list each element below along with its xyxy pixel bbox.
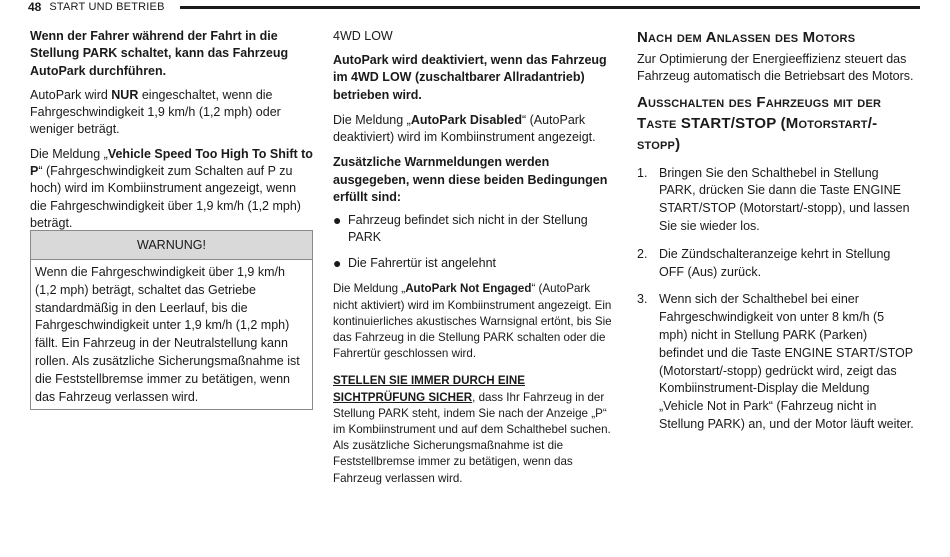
list-number: 3. [637, 292, 648, 307]
section-heading-after-start: Nach dem Anlassen des Motors [637, 29, 856, 46]
autopark-disabled-paragraph [333, 112, 615, 147]
text-run: , dass Ihr Fahrzeug in der Stellung PARK steht, indem Sie nach der Anzeige „P“ im Kombiinstrument und auf dem Schalthebel suchen. Als zusätzliche Sicherungsmaßnahme ist die Feststellbremse immer zu betätigen, wenn das Fahrzeug verlassen wird. [333, 390, 611, 485]
text-run: AutoPark wird [30, 87, 112, 102]
list-item-text: Die Fahrertür ist angelehnt [348, 256, 496, 271]
list-number: 2. [637, 246, 648, 261]
list-item-text: Wenn sich der Schalthebel bei einer Fahrgeschwindigkeit von unter 8 km/h (5 mph) nicht in Stellung PARK (Parken) befindet und die Taste ENGINE START/STOP (Motorstart/-stopp) gedrückt wird, zeigt das Kombiinstrument-Display die Meldung „Vehicle Not in Park“ (Fahrzeug nicht in Stellung PARK) an, und der Motor läuft weiter. [659, 292, 914, 431]
list-item [333, 212, 615, 246]
text-run: Die Meldung „ [333, 282, 406, 296]
section-title: START UND BETRIEB [49, 1, 165, 13]
list-item-text: Fahrzeug befindet sich nicht in der Stellung PARK [348, 213, 588, 245]
list-item-text: Bringen Sie den Schalthebel in Stellung PARK, drücken Sie dann die Taste ENGINE START/STOP (Motorstart/-stopp), und lassen Sie sie wieder los. [659, 165, 910, 233]
section-heading-switch-off: Ausschalten des Fahrzeugs mit der Taste START/STOP (Motorstart/-stopp) [637, 93, 882, 153]
warning-body: Wenn die Fahrgeschwindigkeit über 1,9 km/h (1,2 mph) beträgt, schaltet das Getriebe standardmäßig in den Leerlauf, bis die Fahrgeschwindigkeit unter 1,9 km/h (1,2 mph) fällt. Ein Fahrzeug in der Neutralstellung kann rollen. Als zusätzliche Sicherungsmaßnahme ist die Feststellbremse immer zu betätigen, wenn das Fahrzeug verlassen wird. [35, 265, 300, 404]
emphasis-text: STELLEN SIE IMMER DURCH EINE SICHTPRÜFUNG SICHER [333, 374, 525, 404]
autopark-not-engaged-paragraph [333, 281, 615, 362]
text-run: “ (Fahrgeschwindigkeit zum Schalten auf P zu hoch) wird im Kombiinstrument angezeigt, wenn die Fahrgeschwindigkeit über 1,9 km/h (1,2 mph) beträgt. [30, 164, 301, 230]
bullet-icon: ● [333, 212, 342, 229]
message-name: AutoPark Not Engaged [405, 282, 532, 296]
list-item [637, 291, 915, 433]
emphasis-text: NUR [111, 87, 139, 102]
list-item [637, 165, 915, 236]
autopark-condition-paragraph [30, 87, 313, 139]
warning-box [30, 230, 313, 410]
column-left [30, 28, 313, 243]
message-name: Vehicle Speed Too High To Shift to P [30, 146, 313, 179]
header-rule [180, 6, 920, 9]
text-run: “ (AutoPark nicht aktiviert) wird im Kombiinstrument angezeigt. Ein kontinuierliches akustisches Warnsignal ertönt, bis Sie das Fahrzeug in die Stellung PARK schalten oder die Fahrertür geschlossen wird. [333, 282, 612, 361]
list-item [637, 246, 915, 282]
list-item-text: Die Zündschalteranzeige kehrt in Stellung OFF (Aus) zurück. [659, 246, 891, 279]
4wd-low-paragraph: AutoPark wird deaktiviert, wenn das Fahrzeug im 4WD LOW (zuschaltbarer Allradantrieb) betrieben wird. [333, 53, 607, 102]
list-item [333, 255, 615, 272]
section-heading-4wd-low: 4WD LOW [333, 29, 393, 43]
speed-message-paragraph [30, 146, 313, 232]
text-run: Die Meldung „ [30, 146, 108, 161]
warning-conditions-paragraph: Zusätzliche Warnmeldungen werden ausgegeben, wenn diese beiden Bedingungen erfüllt sind: [333, 155, 608, 205]
bullet-icon: ● [333, 255, 342, 272]
message-name: AutoPark Disabled [410, 112, 522, 127]
text-run: Die Meldung „ [333, 112, 411, 127]
list-number: 1. [637, 165, 648, 180]
efficiency-paragraph: Zur Optimierung der Energieeffizienz steuert das Fahrzeug automatisch die Betriebsart des Motors. [637, 52, 914, 84]
intro-paragraph: Wenn der Fahrer während der Fahrt in die Stellung PARK schaltet, kann das Fahrzeug AutoPark durchführen. [30, 29, 289, 78]
visual-check-paragraph [333, 373, 615, 486]
page-header [28, 0, 165, 14]
column-right [637, 28, 915, 444]
page-number: 48 [28, 0, 42, 14]
warning-title: WARNUNG! [31, 231, 312, 260]
column-middle [333, 28, 615, 487]
text-run: eingeschaltet, wenn die Fahrgeschwindigkeit 1,9 km/h (1,2 mph) oder weniger beträgt. [30, 87, 281, 137]
text-run: “ (AutoPark deaktiviert) wird im Kombiinstrument angezeigt. [333, 112, 596, 145]
